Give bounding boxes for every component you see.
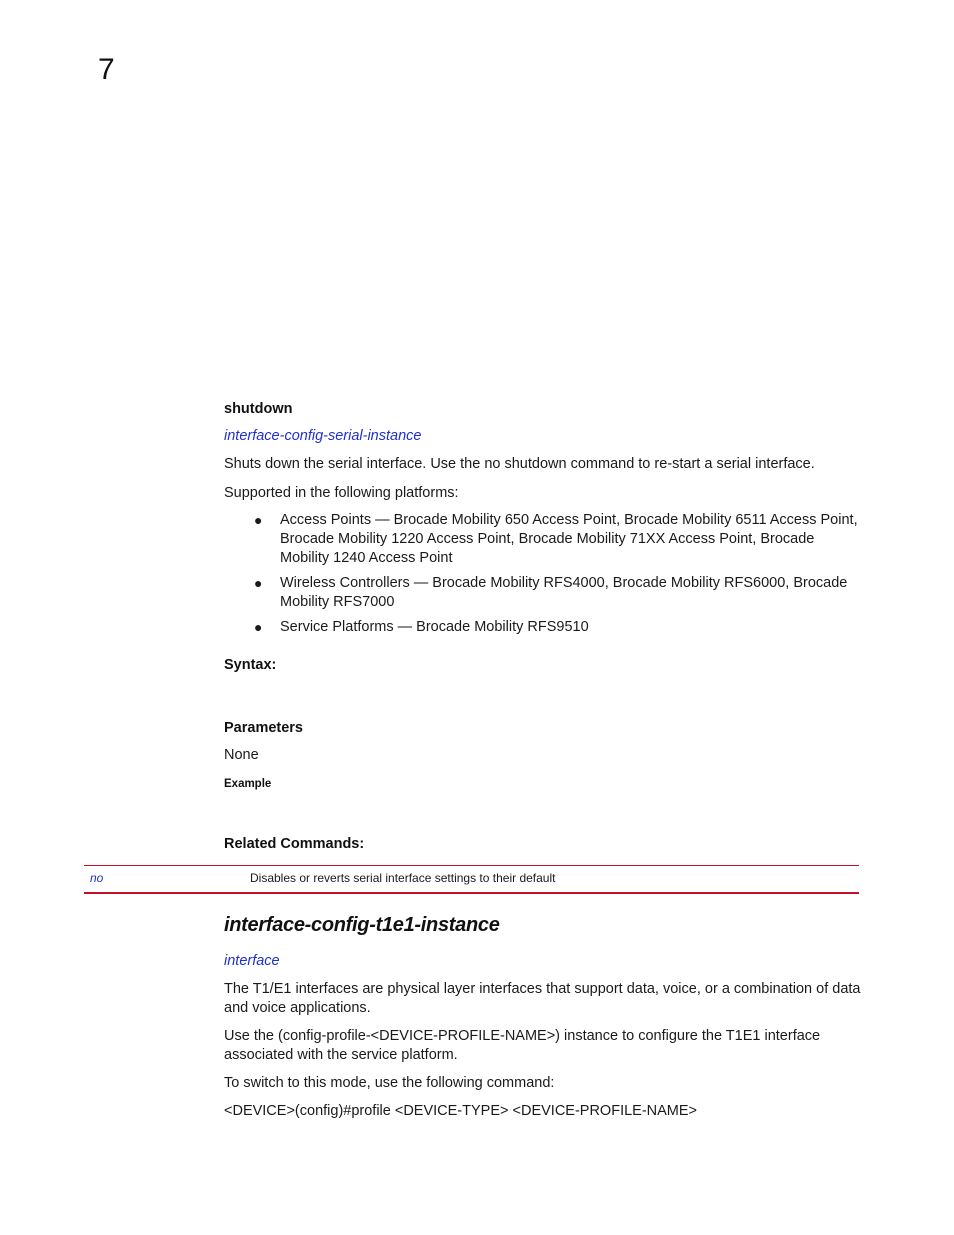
section-title: interface-config-t1e1-instance: [224, 914, 500, 936]
section-paragraph: The T1/E1 interfaces are physical layer interfaces that support data, voice, or a combination of data and voice applications.: [224, 981, 861, 1016]
related-commands-label: Related Commands:: [224, 836, 365, 852]
list-item: [254, 574, 866, 612]
parameters-value: None: [224, 747, 259, 763]
section-paragraph: To switch to this mode, use the following command:: [224, 1075, 555, 1091]
chapter-number: 7: [98, 53, 115, 86]
bullet-icon: ●: [254, 575, 263, 591]
related-command-description: Disables or reverts serial interface settings to their default: [250, 871, 556, 885]
parent-context-link[interactable]: interface: [224, 953, 280, 969]
section-paragraph: Use the (config-profile-<DEVICE-PROFILE-NAME>) instance to configure the T1E1 interface associated with the service platform.: [224, 1028, 821, 1063]
command-heading: shutdown: [224, 401, 293, 417]
parent-context-link[interactable]: interface-config-serial-instance: [224, 428, 422, 444]
list-item: [254, 618, 866, 637]
syntax-label: Syntax:: [224, 657, 277, 673]
list-item: [254, 511, 866, 568]
list-item-text: Access Points — Brocade Mobility 650 Access Point, Brocade Mobility 6511 Access Point, Brocade Mobility 1220 Access Point, Brocade Mobility 71XX Access Point, Brocade Mobility 1240 Access Point: [280, 512, 858, 566]
bullet-icon: ●: [254, 512, 263, 528]
related-command-link[interactable]: no: [90, 871, 104, 885]
bullet-icon: ●: [254, 619, 263, 635]
command-description: Shuts down the serial interface. Use the no shutdown command to re-start a serial interface.: [224, 456, 815, 472]
example-label: Example: [224, 778, 272, 790]
list-item-text: Wireless Controllers — Brocade Mobility RFS4000, Brocade Mobility RFS6000, Brocade Mobility RFS7000: [280, 575, 848, 610]
platforms-list: [254, 511, 866, 643]
platforms-intro: Supported in the following platforms:: [224, 485, 459, 501]
switch-mode-command: <DEVICE>(config)#profile <DEVICE-TYPE> <DEVICE-PROFILE-NAME>: [224, 1103, 698, 1119]
related-commands-table: [84, 865, 859, 894]
parameters-label: Parameters: [224, 720, 303, 736]
list-item-text: Service Platforms — Brocade Mobility RFS9510: [280, 619, 589, 635]
